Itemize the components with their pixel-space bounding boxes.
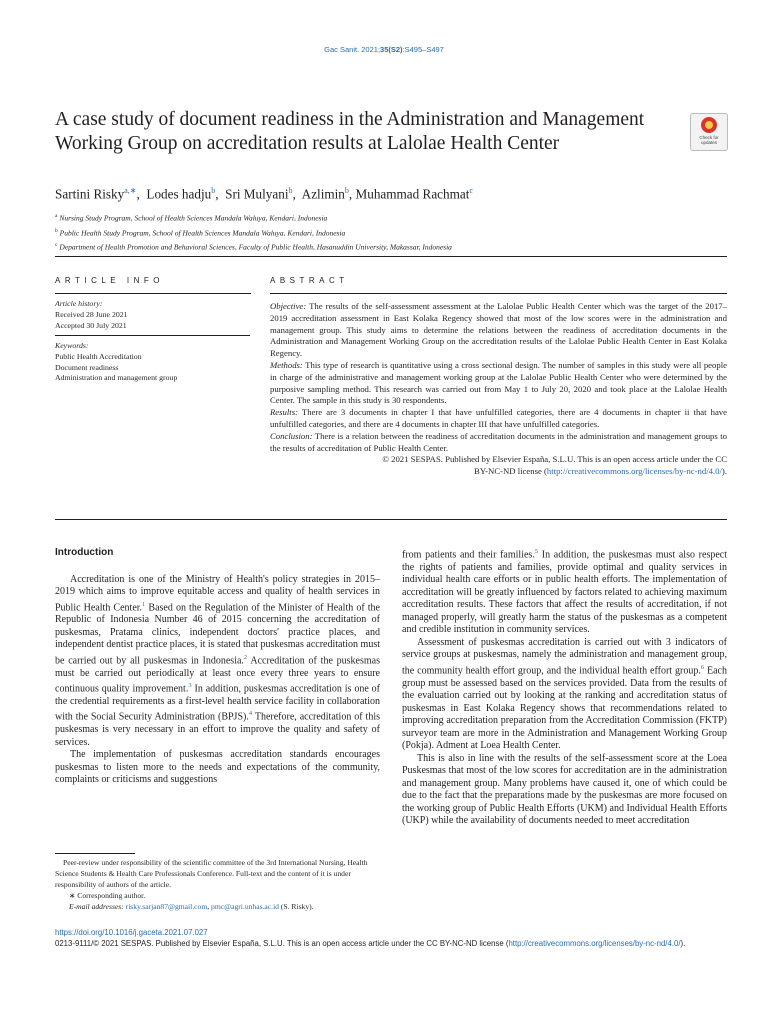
author-name: Lodes hadju [146, 186, 212, 202]
author-name: Muhammad Rachmat [355, 186, 470, 202]
author-name: Sri Mulyani [225, 186, 289, 202]
abstract-conclusion: Conclusion: There is a relation between the readiness of accreditation documents in the administration and management groups to the results of accreditation of Public Health Center. [270, 430, 727, 453]
badge-line1: Check for [699, 135, 719, 140]
article-title: A case study of document readiness in the Administration and Management Working Group on accreditation results at Lalolae Health Center [55, 109, 645, 154]
introduction-heading: Introduction [55, 547, 114, 558]
article-info-divider [55, 293, 251, 294]
footer-license-link[interactable]: http://creativecommons.org/licenses/by-nc-nd/4.0/ [508, 939, 681, 949]
article-info-heading: ARTICLE INFO [55, 276, 164, 285]
abstract-bottom-divider [55, 519, 727, 520]
issn-line: 0213-9111/© 2021 SESPAS. Published by Elsevier España, S.L.U. This is an open access article under the CC BY-NC-ND license (http://creativecommons.org/licenses/by-nc-nd/4.0/). [55, 939, 686, 949]
body-paragraph: This is also in line with the results of the self-assessment score at the Loea Puskesmas that most of the low scores for accreditation are in the administration and management group. Many problems have caused it, one of which could be due to the fact that the preparations made by the puskesmas are more focused on the working group of Public Health Efforts (UKM) and Individual Health Efforts (UKP) while the availability of documents needed to meet accreditation [402, 752, 727, 827]
author-affil-link[interactable]: b [288, 186, 293, 195]
email-link[interactable]: pmc@agri.unhas.ac.id [211, 902, 279, 912]
body-paragraph: The implementation of puskesmas accreditation standards encourages puskesmas to listen more to the needs and expectations of the community, complaints or criticisms and suggestions [55, 749, 380, 786]
check-for-updates-badge[interactable] [690, 113, 728, 151]
header-divider [55, 256, 727, 257]
affiliation: $^b$ Public Health Study Program, School of Health Sciences Mandala Waluya, Kendari, Indonesia [55, 227, 346, 237]
author-affil-link[interactable]: c [469, 186, 473, 195]
journal-ref-pages: :S495–S497 [402, 45, 444, 54]
author-list: Sartini Risky$^{a,∗}$, Lodes hadju$^b$, Sri Mulyani$^b$, Azlimin$^b$, Muhammad Rachmat$^c$ [55, 186, 473, 202]
author-affil-link[interactable]: a,∗ [124, 186, 137, 195]
affiliation: $^c$ Department of Health Promotion and Behavioral Sciences, Faculty of Public Health, Hasanuddin University, Makassar, Indonesia [55, 242, 452, 252]
citation-link[interactable]: 6 [700, 663, 705, 671]
abstract-copyright: © 2021 SESPAS. Published by Elsevier España, S.L.U. This is an open access article under the CC BY-NC-ND license (http://creativecommons.org/licenses/by-nc-nd/4.0/). [382, 454, 727, 477]
keyword: Administration and management group [55, 373, 178, 383]
email-note: E-mail addresses: risky.sarjan87@gmail.com, pmc@agri.unhas.ac.id (S. Risky). [69, 902, 314, 912]
license-link[interactable]: http://creativecommons.org/licenses/by-nc-nd/4.0/ [546, 466, 722, 477]
badge-line2: updates [700, 140, 717, 145]
author-affil-link[interactable]: b [211, 186, 216, 195]
body-column-left [55, 545, 380, 787]
article-info [55, 299, 250, 384]
keyword: Document readiness [55, 362, 119, 372]
doi-link[interactable]: https://doi.org/10.1016/j.gaceta.2021.07.027 [55, 928, 208, 937]
author-affil-link[interactable]: b [344, 186, 349, 195]
citation-link[interactable]: 2 [243, 653, 248, 661]
citation-link[interactable]: 5 [534, 548, 539, 555]
author-name: Sartini Risky [55, 186, 125, 202]
citation-link[interactable]: 1 [142, 600, 146, 608]
body-paragraph: Assessment of puskesmas accreditation is carried out with 3 indicators of service groups at puskesmas, namely the administration and management group, the community health effort group, and the individual health effort group.$^6$ Each group must be assessed based on the services provided. Data from the results of the evaluation carried out by looking at the ranking and accreditation status of puskesmas in East Kolaka Regency shows that recommendations related to improving accreditation preparation from the Accreditation Commission (FKTP) surveyor team are more in the Administration and Management Working Group (Pokja). Adment at Loea Health Center. [402, 636, 727, 752]
body-paragraph: from patients and their families.$^5$ In addition, the puskesmas must also respect the rights of patients and families, provide optimal and quality services in individual health care efforts or in public health efforts. The implementation of accreditation will be greatly influenced by factors related to achieving maximum accreditation results. These factors that affect the results of accreditation, if not managed properly, will greatly harm the status of the puskesmas as a competent and credible institution in community services. [402, 548, 727, 636]
abstract-objective: Objective: The results of the self-assessment assessment at the Lalolae Public Health Center which was the target of the 2017–2019 accreditation assessment in East Kolaka Regency showed that most of the low scores were in the administration and management group. This study aims to determine the relations between the readiness of accreditation documents in the Administration and Management Working Group on the accreditation results of the Lalolae Public Health Center in East Kolaka Regency. [270, 301, 727, 359]
keyword: Public Health Accreditation [55, 351, 142, 361]
abstract-divider [270, 293, 727, 294]
email-link[interactable]: risky.sarjan87@gmail.com [125, 902, 208, 912]
abstract-body [270, 301, 727, 478]
abstract-heading: ABSTRACT [270, 276, 349, 285]
journal-ref-volume: 35(S2) [380, 45, 403, 54]
affiliation: $^a$ Nursing Study Program, School of Health Sciences Mandala Waluya, Kendari, Indonesia [55, 213, 328, 223]
body-paragraph: Accreditation is one of the Ministry of Health's policy strategies in 2015–2019 which aims to improve equitable access and quality of health services in Public Health Center.$^1$ Based on the Regulation of the Minister of Health of the Republic of Indonesia Number 46 of 2015 concerning the accreditation of puskesmas, Pratama clinics, independent doctors' practice places, and independent dentist practice places, it is stated that puskesmas accreditation must be carried out by all puskesmas in Indonesia.$^2$ Accreditation of the puskesmas must be carried out periodically at least once every three years to ensure continuous quality improvement.$^3$ In addition, puskesmas accreditation is one of the credential requirements as a first-level health service facility in collaboration with the Social Security Administration (BPJS).$^4$ Therefore, accreditation of this puskesmas is very necessary in an effort to improve the quality and safety of services. [55, 573, 381, 748]
citation-link[interactable]: 3 [188, 682, 192, 690]
peer-review-note: Peer-review under responsibility of the scientific committee of the 3rd International Nursing, Health Science Students & Health Care Professionals Conference. Full-text and the content of it is under responsibility of authors of the article. [55, 858, 368, 890]
affiliations [55, 210, 735, 254]
footnote-divider [55, 853, 135, 854]
info-divider [55, 332, 250, 336]
citation-link[interactable]: 4 [248, 710, 253, 718]
corresponding-author-note: ∗ Corresponding author. [69, 891, 146, 901]
abstract-results: Results: There are 3 documents in chapter I that have unfulfilled categories, there are 4 documents in chapter ii that have unfulfilled categories, and there are 4 documents in chapter III that have unfulfilled categories. [270, 407, 728, 429]
abstract-methods: Methods: This type of research is quantitative using a cross sectional design. The number of samples in this study were all people in charge of the administrative and management working group at the Lalolae Public Health Center who were determined by the purposive sampling method. This research was carried out from May 1 to July 20, 2020 and took place at the Lalolae Health Center. The sample in this study is 30 respondents. [270, 359, 727, 406]
author-name: Azlimin [301, 186, 345, 202]
keywords-label: Keywords: [55, 340, 89, 350]
history-label: Article history: [55, 299, 103, 308]
publication-footer [55, 927, 727, 949]
accepted-date: Accepted 30 July 2021 [55, 320, 127, 330]
received-date: Received 28 June 2021 [55, 309, 128, 319]
body-column-right [402, 546, 727, 828]
footnotes [55, 857, 385, 912]
journal-ref-prefix: Gac Sanit. 2021; [324, 45, 381, 54]
journal-reference[interactable] [0, 45, 768, 54]
check-updates-icon [701, 117, 717, 133]
